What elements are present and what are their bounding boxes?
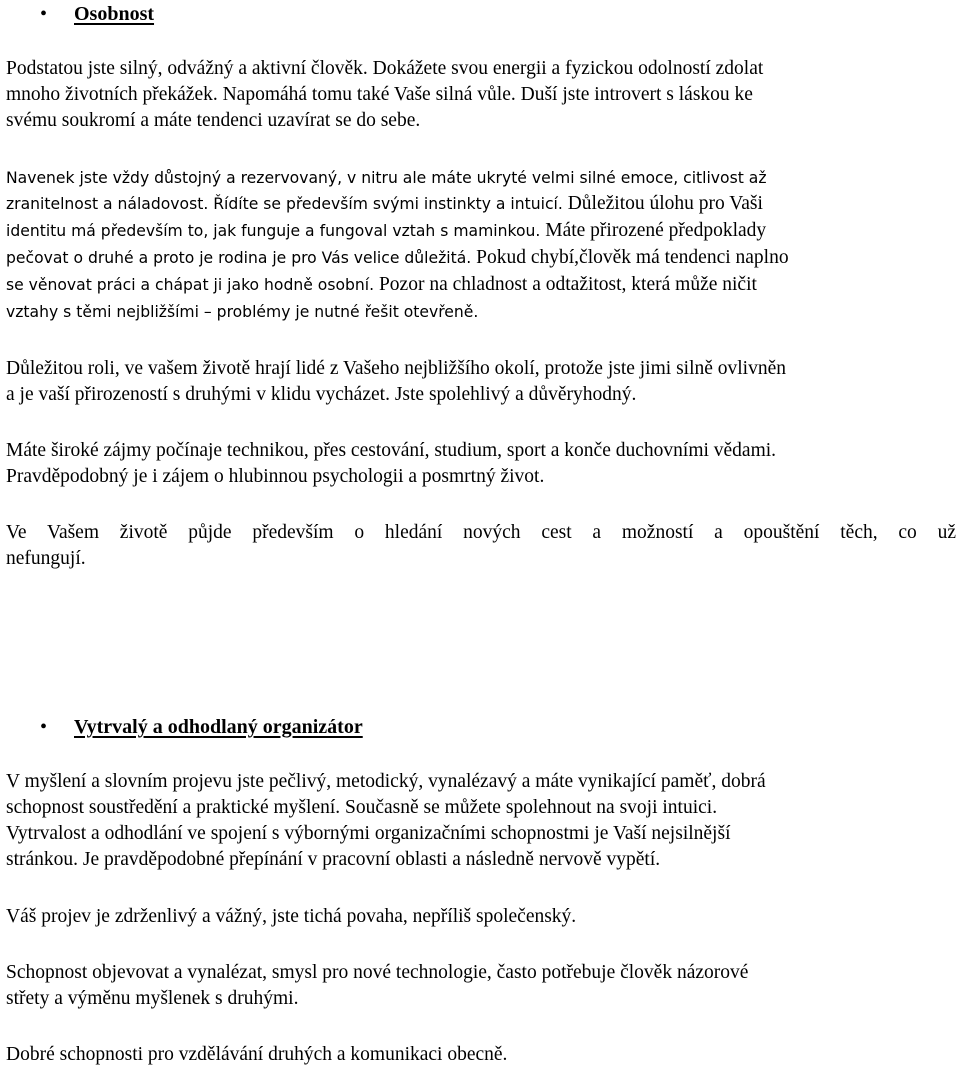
text-run: Pozor na chladnost a odtažitost, která může ničit (374, 274, 757, 295)
paragraph-line: Váš projev je zdrženlivý a vážný, jste tichá povaha, nepříliš společenský. (6, 906, 577, 927)
text-run: Máte přirozené předpoklady (540, 220, 767, 241)
paragraph-line: vztahy s těmi nejbližšími – problémy je nutné řešit otevřeně. (6, 303, 479, 321)
paragraph-line: Schopnost objevovat a vynalézat, smysl pro nové technologie, často potřebuje člověk názorové (6, 962, 749, 983)
section-heading-organizator (40, 714, 363, 740)
paragraph-line: Dobré schopnosti pro vzdělávání druhých a komunikaci obecně. (6, 1044, 508, 1065)
paragraph-line: Vytrvalost a odhodlání ve spojení s výbornými organizačními schopnostmi je Vaší nejsilnější (6, 823, 731, 844)
section-title: Vytrvalý a odhodlaný organizátor (74, 716, 363, 738)
paragraph-line: svému soukromí a máte tendenci uzavírat se do sebe. (6, 110, 421, 131)
paragraph-line: Podstatou jste silný, odvážný a aktivní člověk. Dokážete svou energii a fyzickou odolností zdolat (6, 58, 764, 79)
text-run: pečovat o druhé a proto je rodina je pro Vás velice důležitá. (6, 249, 472, 267)
paragraph-line: Navenek jste vždy důstojný a rezervovaný, v nitru ale máte ukryté velmi silné emoce, citlivost až (6, 169, 767, 187)
text-run: Pokud chybí,člověk má tendenci naplno (471, 247, 789, 268)
paragraph-line: Máte široké zájmy počínaje technikou, přes cestování, studium, sport a konče duchovními vědami. (6, 440, 777, 461)
text-run: zranitelnost a náladovost. Řídíte se především svými instinkty a intuicí. (6, 195, 563, 213)
paragraph-line-justified: Ve Vašem životě půjde především o hledání nových cest a možností a opouštění těch, co už (6, 522, 956, 543)
bullet: • (40, 716, 48, 738)
paragraph-line: mnoho životních překážek. Napomáhá tomu také Vaše silná vůle. Duší jste introvert s láskou ke (6, 84, 753, 105)
text-run: identitu má především to, jak funguje a fungoval vztah s maminkou. (6, 222, 541, 240)
paragraph-line-mixed (6, 272, 757, 299)
paragraph-line: stránkou. Je pravděpodobné přepínání v pracovní oblasti a následně nervově vypětí. (6, 849, 661, 870)
paragraph-line-mixed (6, 245, 789, 272)
section-heading-osobnost (40, 1, 154, 27)
text-run: Důležitou úlohu pro Vaši (562, 193, 763, 214)
paragraph-line: nefungují. (6, 548, 86, 569)
paragraph-line: Důležitou roli, ve vašem životě hrají lidé z Vašeho nejbližšího okolí, protože jste jimi silně ovlivněn (6, 358, 787, 379)
text-run: se věnovat práci a chápat ji jako hodně osobní. (6, 276, 375, 294)
paragraph-line: schopnost soustředění a praktické myšlení. Současně se můžete spolehnout na svoji intuici. (6, 797, 718, 818)
section-title: Osobnost (74, 3, 155, 25)
bullet: • (40, 3, 48, 25)
paragraph-line: Pravděpodobný je i zájem o hlubinnou psychologii a posmrtný život. (6, 466, 545, 487)
paragraph-line-mixed (6, 191, 763, 218)
paragraph-line-mixed (6, 218, 766, 245)
paragraph-line: střety a výměnu myšlenek s druhými. (6, 988, 299, 1009)
paragraph-line: V myšlení a slovním projevu jste pečlivý, metodický, vynalézavý a máte vynikající paměť, dobrá (6, 771, 766, 792)
paragraph-line: a je vaší přirozeností s druhými v klidu vycházet. Jste spolehlivý a důvěryhodný. (6, 384, 637, 405)
